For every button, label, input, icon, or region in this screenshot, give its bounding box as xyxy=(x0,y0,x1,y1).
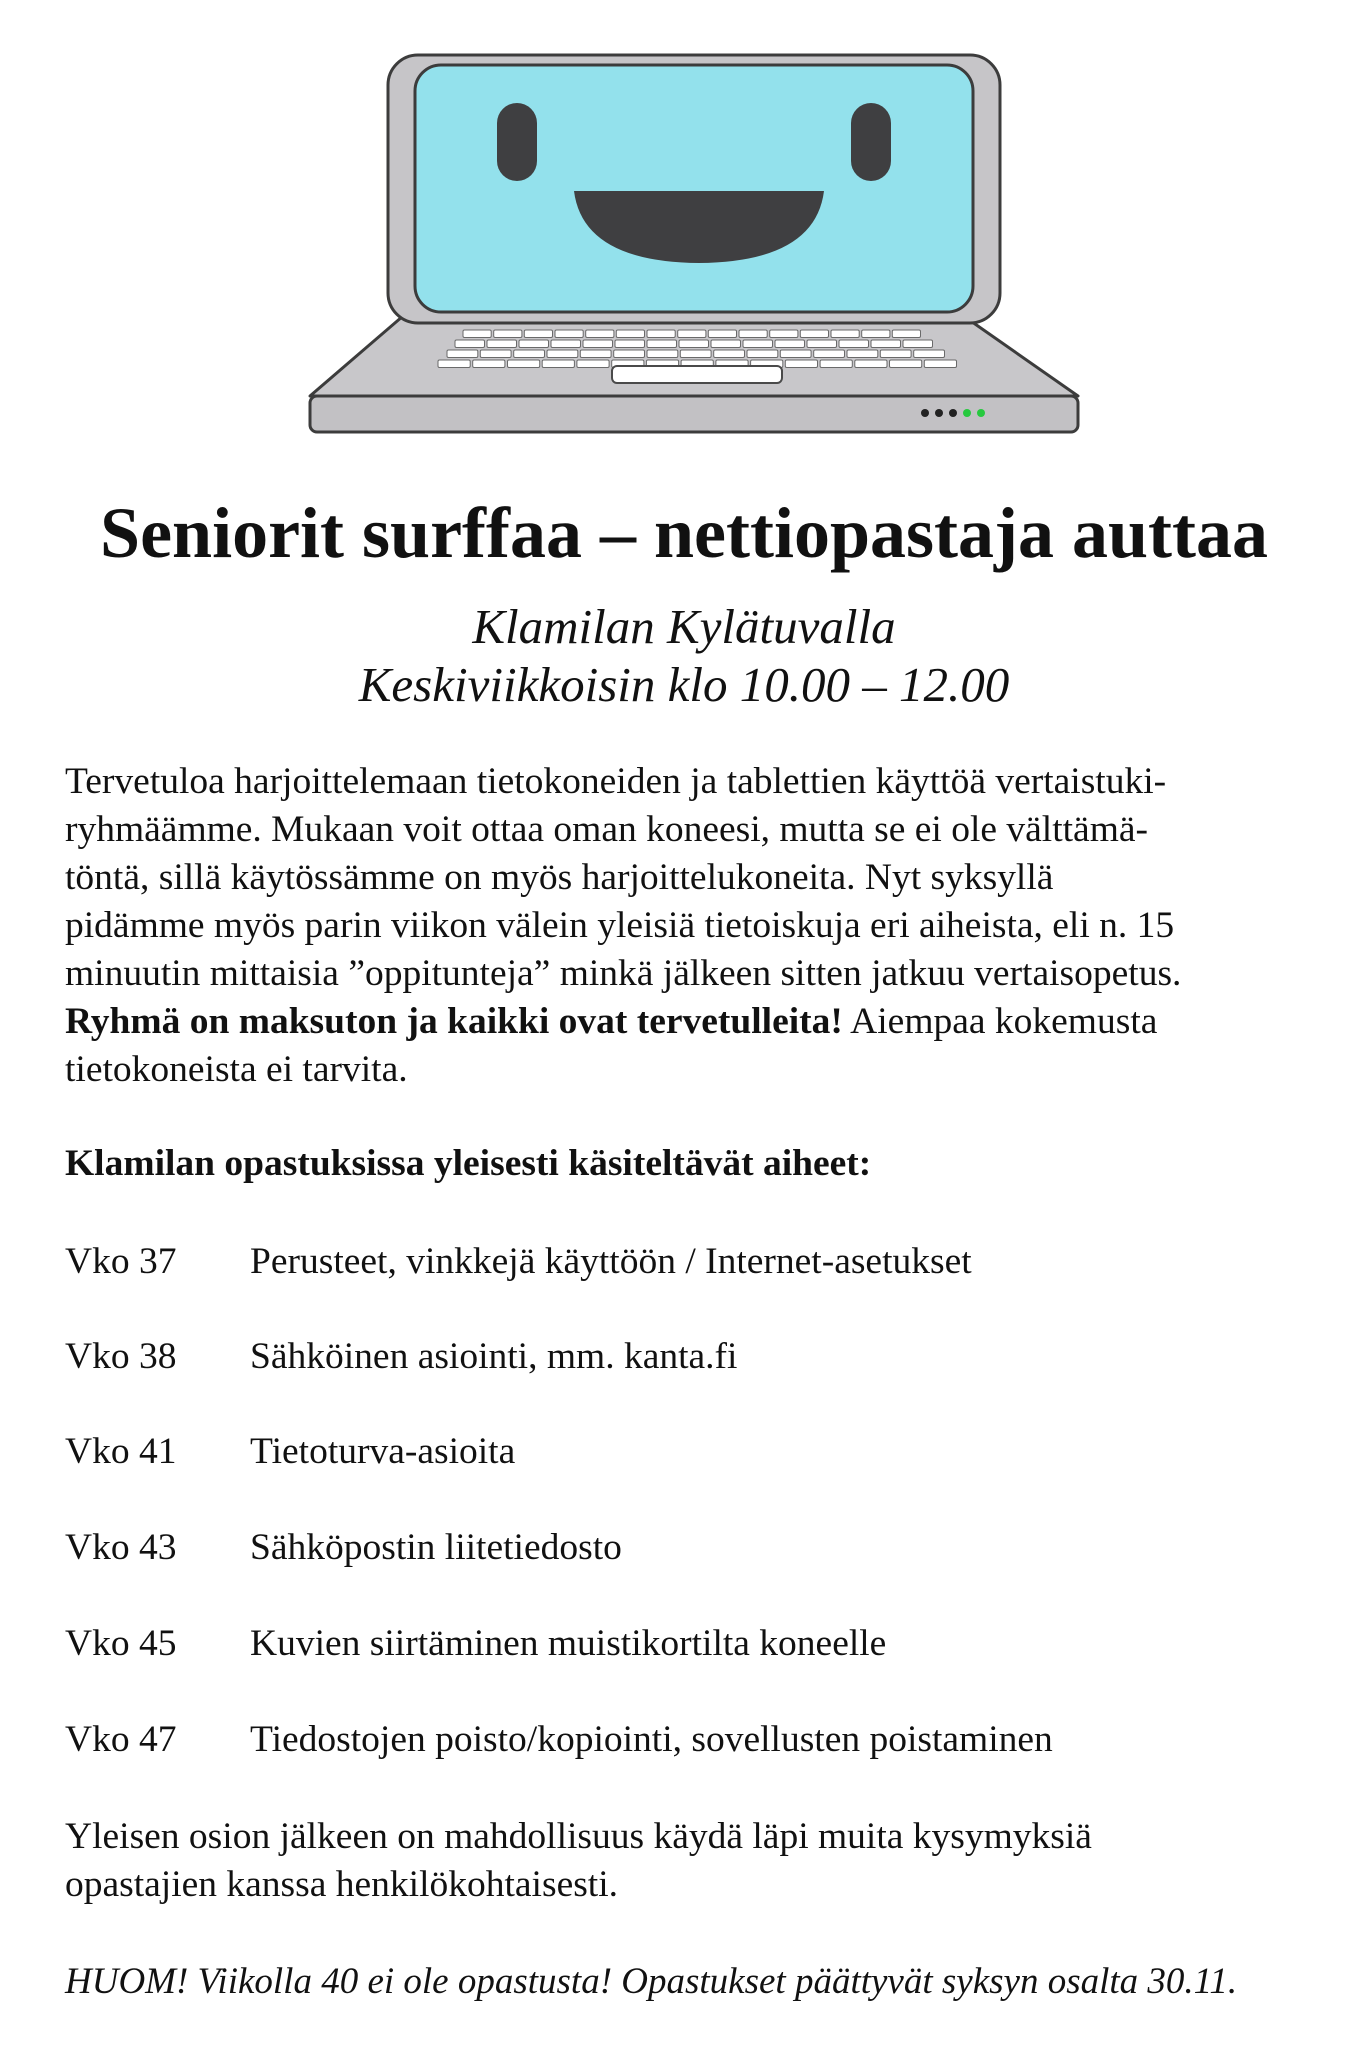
topic-title: Tietoturva-asioita xyxy=(250,1431,516,1472)
intro-line: Tervetuloa harjoittelemaan tietokoneiden ja tablettien käyttöä vertaistuki- xyxy=(65,761,1167,802)
keyboard-key xyxy=(903,340,933,348)
keyboard-key xyxy=(447,350,478,358)
keyboard-key xyxy=(519,340,549,348)
topic-week: Vko 37 xyxy=(65,1241,177,1282)
keyboard-key xyxy=(890,360,922,368)
keyboard-key xyxy=(547,350,578,358)
laptop-screen xyxy=(415,65,973,312)
touchpad xyxy=(612,366,782,383)
keyboard-key xyxy=(855,360,887,368)
topic-row xyxy=(65,1524,1325,1572)
intro-line: ryhmäämme. Mukaan voit ottaa oman koneesi, mutta se ei ole välttämä- xyxy=(65,809,1148,850)
keyboard-key xyxy=(892,330,920,338)
free-group-emphasis: Ryhmä on maksuton ja kaikki ovat tervetulleita! xyxy=(65,1001,843,1042)
keyboard-key xyxy=(542,360,574,368)
topic-week: Vko 41 xyxy=(65,1431,177,1472)
intro-line xyxy=(65,998,1325,1046)
keyboard-key xyxy=(680,350,711,358)
notice-text: HUOM! Viikolla 40 ei ole opastusta! Opastukset päättyvät syksyn osalta 30.11. xyxy=(65,1961,1238,2002)
topic-week: Vko 47 xyxy=(65,1719,177,1760)
intro-line: pidämme myös parin viikon välein yleisiä tietoiskuja eri aiheista, eli n. 15 xyxy=(65,905,1175,946)
keyboard-key xyxy=(508,360,540,368)
closing-line: Yleisen osion jälkeen on mahdollisuus käydä läpi muita kysymyksiä xyxy=(65,1816,1092,1857)
topic-row xyxy=(65,1620,1325,1668)
keyboard-key xyxy=(577,360,609,368)
topic-row xyxy=(65,1238,1325,1286)
schedule-subtitle: Keskiviikkoisin klo 10.00 – 12.00 xyxy=(358,657,1010,712)
location-subtitle: Klamilan Kylätuvalla xyxy=(472,599,896,654)
keyboard-key xyxy=(438,360,470,368)
topic-row xyxy=(65,1716,1325,1764)
keyboard-key xyxy=(480,350,511,358)
topic-title: Perusteet, vinkkejä käyttöön / Internet-asetukset xyxy=(250,1241,972,1282)
keyboard-key xyxy=(820,360,852,368)
keyboard-key xyxy=(747,350,778,358)
keyboard-key xyxy=(924,360,956,368)
keyboard-key xyxy=(614,350,645,358)
keyboard-key xyxy=(463,330,491,338)
keyboard-key xyxy=(555,330,583,338)
keyboard-key xyxy=(800,330,828,338)
poster-title: Seniorit surffaa – nettiopastaja auttaa xyxy=(100,493,1268,573)
keyboard-key xyxy=(914,350,945,358)
keyboard-key xyxy=(647,350,678,358)
topic-title: Tiedostojen poisto/kopiointi, sovellusten poistaminen xyxy=(250,1719,1053,1760)
keyboard-key xyxy=(473,360,505,368)
closing-paragraph xyxy=(65,1813,1325,1909)
keyboard-key xyxy=(487,340,517,348)
keyboard-key xyxy=(494,330,522,338)
keyboard-key xyxy=(514,350,545,358)
keyboard-key xyxy=(615,340,645,348)
topic-title: Sähköinen asiointi, mm. kanta.fi xyxy=(250,1336,738,1377)
right-eye xyxy=(851,103,891,181)
keyboard-key xyxy=(785,360,817,368)
intro-line: minuutin mittaisia ”oppitunteja” minkä jälkeen sitten jatkuu vertaisopetus. xyxy=(65,953,1182,994)
keyboard-key xyxy=(847,350,878,358)
keyboard-key xyxy=(586,330,614,338)
keyboard-key xyxy=(880,350,911,358)
keyboard-key xyxy=(583,340,613,348)
keyboard-key xyxy=(862,330,890,338)
topic-week: Vko 45 xyxy=(65,1623,177,1664)
keyboard-key xyxy=(580,350,611,358)
intro-line: töntä, sillä käytössämme on myös harjoittelukoneita. Nyt syksyllä xyxy=(65,857,1054,898)
laptop-illustration xyxy=(0,0,1368,460)
intro-paragraph xyxy=(65,758,1325,1094)
keyboard-key xyxy=(551,340,581,348)
keyboard-key xyxy=(714,350,745,358)
left-eye xyxy=(497,103,537,181)
keyboard-key xyxy=(708,330,736,338)
keyboard-key xyxy=(455,340,485,348)
keyboard-key xyxy=(775,340,805,348)
keyboard-key xyxy=(871,340,901,348)
keyboard-key xyxy=(770,330,798,338)
keyboard-key xyxy=(647,340,677,348)
intro-line: tietokoneista ei tarvita. xyxy=(65,1049,408,1090)
keyboard-key xyxy=(814,350,845,358)
keyboard-key xyxy=(678,330,706,338)
keyboard-key xyxy=(780,350,811,358)
topic-title: Sähköpostin liitetiedosto xyxy=(250,1527,622,1568)
keyboard-key xyxy=(647,330,675,338)
keyboard-key xyxy=(679,340,709,348)
topic-week: Vko 38 xyxy=(65,1336,177,1377)
keyboard-key xyxy=(839,340,869,348)
topic-week: Vko 43 xyxy=(65,1527,177,1568)
laptop-front-edge xyxy=(310,396,1078,432)
keyboard-key xyxy=(524,330,552,338)
keyboard-key xyxy=(739,330,767,338)
closing-line: opastajien kanssa henkilökohtaisesti. xyxy=(65,1864,619,1905)
topics-heading: Klamilan opastuksissa yleisesti käsiteltävät aiheet: xyxy=(65,1143,872,1184)
intro-line-tail: Aiempaa kokemusta xyxy=(842,1001,1158,1042)
keyboard-key xyxy=(831,330,859,338)
topic-row xyxy=(65,1428,1325,1476)
keyboard-key xyxy=(616,330,644,338)
keyboard-key xyxy=(711,340,741,348)
topic-title: Kuvien siirtäminen muistikortilta koneelle xyxy=(250,1623,887,1664)
keyboard-key xyxy=(807,340,837,348)
keyboard-key xyxy=(743,340,773,348)
topic-row xyxy=(65,1333,1325,1381)
